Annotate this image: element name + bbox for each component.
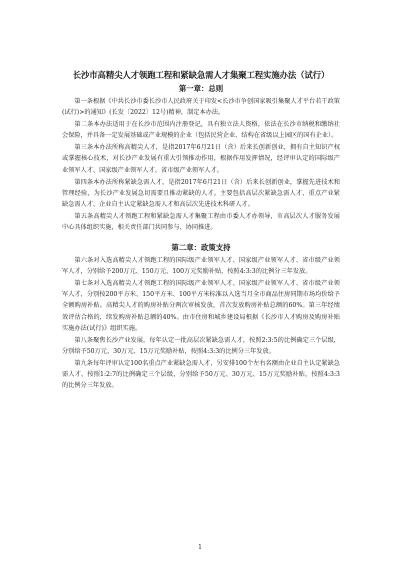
article-5-paragraph: 第五条高精尖人才领跑工程和紧缺急需人才集聚工程由市委人才办领导，市高层次人才服务发展中心具体组织实施，相关责任部门共同参与、协同推进。 — [62, 212, 340, 232]
article-2-paragraph: 第二条本办法适用于在长沙市范围内注册登记，具有独立法人资格，依法在长沙市纳税和缴纳社会保险，并具备一定发展基础或产业规模的企业（包括民营企业、结构在省级以上园区的国有企业）。 — [62, 121, 340, 140]
article-7-paragraph: 第七条对入选高精尖人才领跑工程的国际级产业领军人才、国家级产业领军人才、省市级产业领军人才，分别按200平方米、150平方米、100平方米标准以入选当月全市商品住房同期市场均价给予全额购房补贴。高精尖人才的购房补贴分两次审核发放，首次发放购房补贴总额的60%。第三年经绩效评估合格的，续发购房补贴总额的40%。由市住房和城乡建设局根据《长沙市人才购房及购房补贴实施办法(试行)》组织实施。 — [62, 279, 340, 332]
article-8-paragraph: 第八条聚焦长沙产业发展，每年认定一批高层次紧缺急需人才，按照2:3:5的比例确定三个层级，分别给予50万元、30万元、15万元奖励补贴，按照4:3:3的比例分三年发放。 — [62, 336, 340, 355]
document-title: 长沙市高精尖人才领跑工程和紧缺急需人才集聚工程实施办法（试行） — [72, 70, 330, 80]
chapter-heading-policy: 第二章：政策支持 — [171, 242, 231, 252]
article-4-paragraph: 第四条本办法所称紧缺急需人才，是指2017年6月21日（含）后来长创新创业，掌握先进技术和管理经验，为长沙产业发展急切需要且推动紧缺的人才。主要包括高层次紧缺急需人才、重点产业紧缺急需人才、企业自主认定紧缺急需人才和高层次先进技术科研人才。 — [62, 178, 340, 209]
article-9-paragraph: 第九条每年评审认定100名重点产业紧缺急需人才，另安排100个左右名额由企业自主认定紧缺急需人才，按照1:2:7的比例确定三个层级，分别给予50万元、30万元、15万元奖励补贴，按照4:3:3的比例分三年发放。 — [62, 359, 340, 390]
page-number: 1 — [198, 544, 202, 551]
chapter-heading-general: 第一章：总则 — [178, 84, 224, 93]
article-6-paragraph: 第六条对入选高精尖人才领跑工程的国际级产业领军人才、国家级产业领军人才、省市级产业领军人才，分别给予200万元、150万元、100万元奖励补贴，按照4:3:3的比例分三年发放。 — [62, 256, 340, 275]
article-1-paragraph: 第一条根据《中共长沙市委长沙市人民政府关于印发<长沙市争创国家吸引集聚人才平台若干政策(试行)>的通知》(长发〔2022〕12号)精神，制定本办法。 — [62, 98, 340, 117]
article-3-paragraph: 第三条本办法所称高精尖人才，是指2017年6月21日（含）后来长创新创业，拥有自主知识产权或掌握核心技术，对长沙产业发展有重大引领推动作用，根据作用发挥情况，经评审认定的国际级产业领军人才、国家级产业领军人才、省市级产业领军人才。 — [62, 144, 340, 174]
